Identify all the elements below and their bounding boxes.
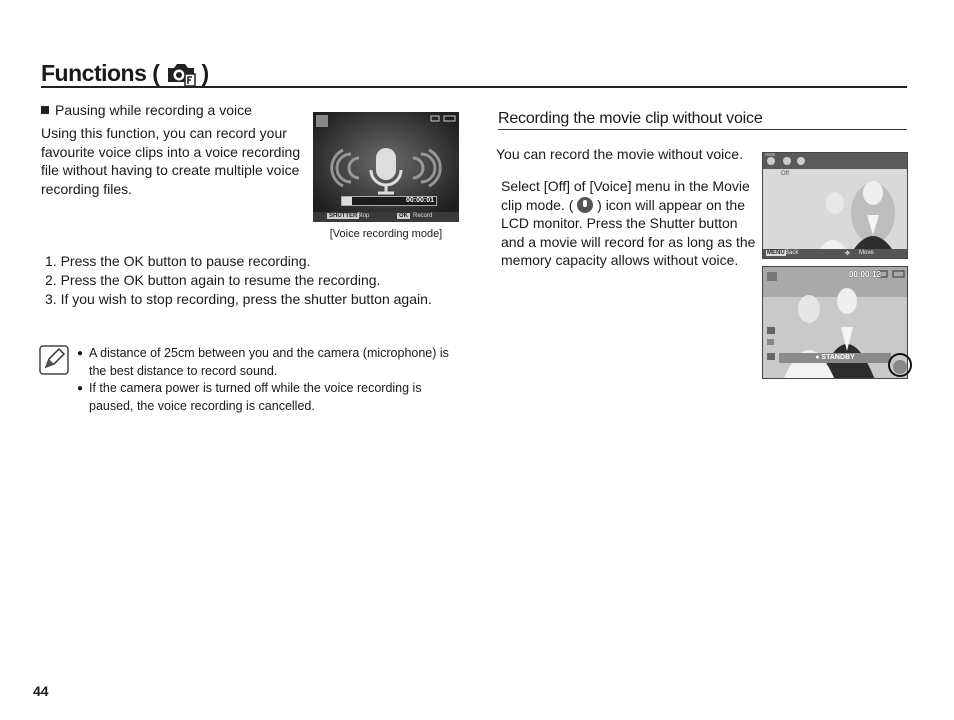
- step-item: 1. Press the OK button to pause recording.: [45, 253, 311, 269]
- voice-menu-screen: [762, 152, 908, 259]
- intro-paragraph: Using this function, you can record your favourite voice clips into a voice recording file without having to create multiple voice recording files.: [41, 125, 301, 197]
- standby-dot-icon: ●: [815, 354, 820, 361]
- standby-screen: [762, 266, 908, 379]
- shutter-key-label: SHUTTER: [329, 213, 358, 219]
- screen-caption: [Voice recording mode]: [329, 228, 443, 240]
- camera-function-icon: [165, 61, 197, 87]
- section-lead: You can record the movie without voice.: [496, 146, 743, 162]
- instruction-part1: Select [Off] of [Voice] menu in the Movie clip mode. (: [501, 178, 750, 213]
- title-prefix: Functions (: [41, 60, 160, 86]
- note-pencil-icon: [39, 345, 69, 375]
- voice-recording-screen: [313, 112, 459, 222]
- note-item: ● If the camera power is turned off while the voice recording is paused, the voice recording is cancelled.: [77, 380, 457, 415]
- ok-key-label: OK: [399, 213, 408, 219]
- back-label: Back: [785, 250, 799, 256]
- menu-key-label: MENU: [767, 250, 785, 256]
- step-item: 2. Press the OK button again to resume the recording.: [45, 271, 381, 288]
- instruction-part2: ) icon will appear on the LCD monitor. Press the Shutter button and a movie will record for as long as the memory capacity allows without voice.: [501, 196, 756, 269]
- shutter-action-label: Stop: [357, 213, 370, 219]
- square-bullet-icon: [41, 106, 49, 114]
- section-subheading: [41, 102, 252, 118]
- title-suffix: ): [201, 60, 209, 86]
- note-item: ● A distance of 25cm between you and the camera (microphone) is the best distance to record sound.: [77, 345, 457, 380]
- recording-progress-bar: [341, 196, 437, 206]
- notes-list: [77, 345, 457, 416]
- step-item: 3. If you wish to stop recording, press the shutter button again.: [45, 290, 432, 307]
- move-key-icon: ✥: [845, 251, 851, 257]
- couple-photo-menu: [763, 153, 908, 259]
- page-title: [41, 60, 209, 87]
- standby-label: STANDBY: [821, 354, 855, 361]
- recording-counter: 00:00:12: [848, 270, 881, 279]
- screen-hint-bar: [313, 212, 459, 222]
- highlight-circle: [888, 353, 912, 377]
- title-divider: [41, 86, 907, 88]
- instruction-paragraph: [501, 177, 759, 270]
- standby-indicator: [779, 353, 891, 363]
- steps-list: [45, 252, 432, 308]
- subheading-text: Pausing while recording a voice: [55, 102, 252, 118]
- menu-hint-bar: [763, 249, 908, 258]
- section-heading: Recording the movie clip without voice: [498, 110, 763, 127]
- recording-time: 00:00:01: [405, 197, 434, 204]
- ok-action-label: Record: [413, 213, 433, 219]
- move-label: Move: [859, 250, 874, 256]
- progress-fill: [342, 197, 352, 205]
- voice-off-option: Off: [781, 171, 789, 177]
- voice-off-icon: [577, 197, 593, 213]
- section-divider: [498, 129, 907, 130]
- page-number: 44: [33, 683, 49, 699]
